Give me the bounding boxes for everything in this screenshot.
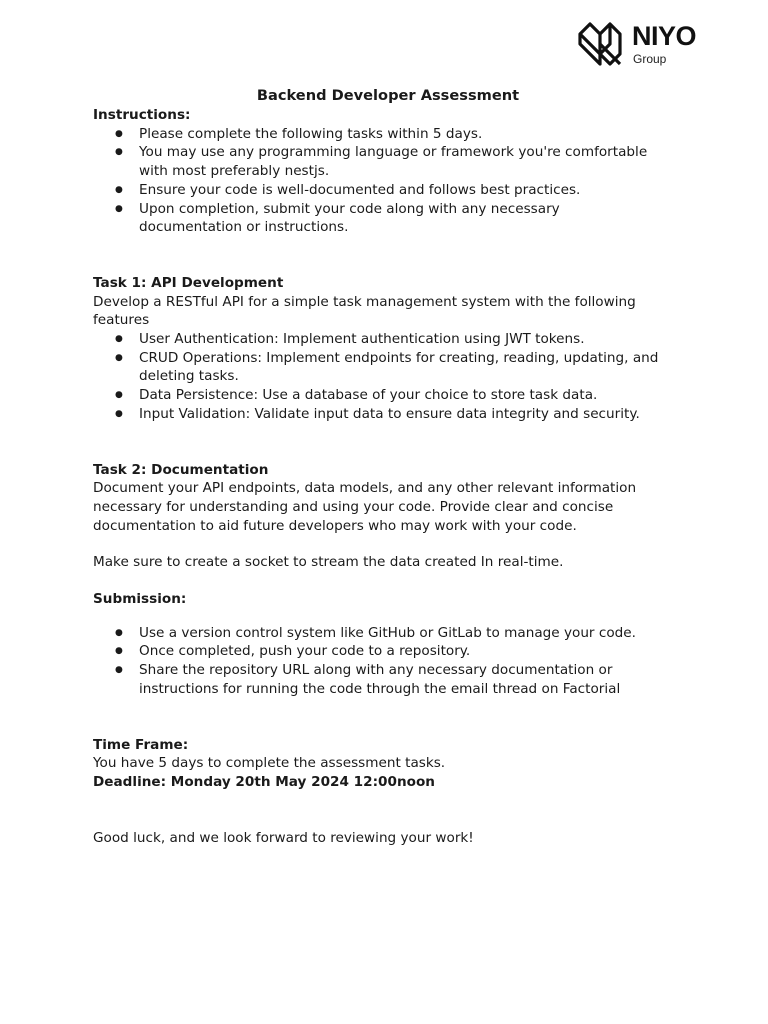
niyo-cube-mark-icon [576, 20, 624, 68]
assessment-document [93, 86, 693, 847]
list-item: ● Input Validation: Validate input data to ensure data integrity and security. [93, 405, 693, 424]
list-item: ● Data Persistence: Use a database of your choice to store task data. [93, 386, 693, 405]
niyo-group-logo [576, 20, 720, 68]
list-item: ● Share the repository URL along with any necessary documentation or instructions for running the code through the email thread on Factorial [93, 661, 693, 698]
instructions-list [93, 125, 693, 237]
list-item: ● Ensure your code is well-documented and follows best practices. [93, 181, 693, 200]
task1-intro: Develop a RESTful API for a simple task management system with the following features [93, 293, 636, 329]
task2-socket-note: Make sure to create a socket to stream the data created In real-time. [93, 554, 564, 571]
task1-feature-list [93, 330, 693, 424]
time-frame-heading: Time Frame: [93, 736, 189, 753]
submission-heading: Submission: [93, 591, 187, 608]
task2-body: Document your API endpoints, data models, and any other relevant information necessary for understanding and using your code. Provide clear and concise documentation to aid future developers who may work with your code. [93, 480, 637, 534]
instructions-heading: Instructions: [93, 107, 191, 123]
list-item: ● CRUD Operations: Implement endpoints for creating, reading, updating, and deleting tasks. [93, 349, 693, 386]
logo-wordmark: NIYO [632, 21, 697, 51]
document-title: Backend Developer Assessment [256, 87, 520, 104]
list-item: ● User Authentication: Implement authentication using JWT tokens. [93, 330, 693, 349]
list-item: ● Upon completion, submit your code along with any necessary documentation or instructions. [93, 200, 693, 237]
list-item: ● Use a version control system like GitHub or GitLab to manage your code. [93, 624, 693, 643]
closing-message: Good luck, and we look forward to reviewing your work! [93, 829, 474, 846]
list-item: ● Once completed, push your code to a repository. [93, 642, 693, 661]
list-item: ● Please complete the following tasks within 5 days. [93, 125, 693, 144]
time-frame-body: You have 5 days to complete the assessment tasks. [93, 755, 446, 772]
logo-subtitle: Group [633, 52, 667, 66]
list-item: ● You may use any programming language or framework you're comfortable with most preferably nestjs. [93, 143, 693, 180]
deadline: Deadline: Monday 20th May 2024 12:00noon [93, 773, 435, 790]
task1-heading: Task 1: API Development [93, 274, 284, 291]
task2-heading: Task 2: Documentation [93, 461, 269, 478]
submission-list [93, 624, 693, 699]
